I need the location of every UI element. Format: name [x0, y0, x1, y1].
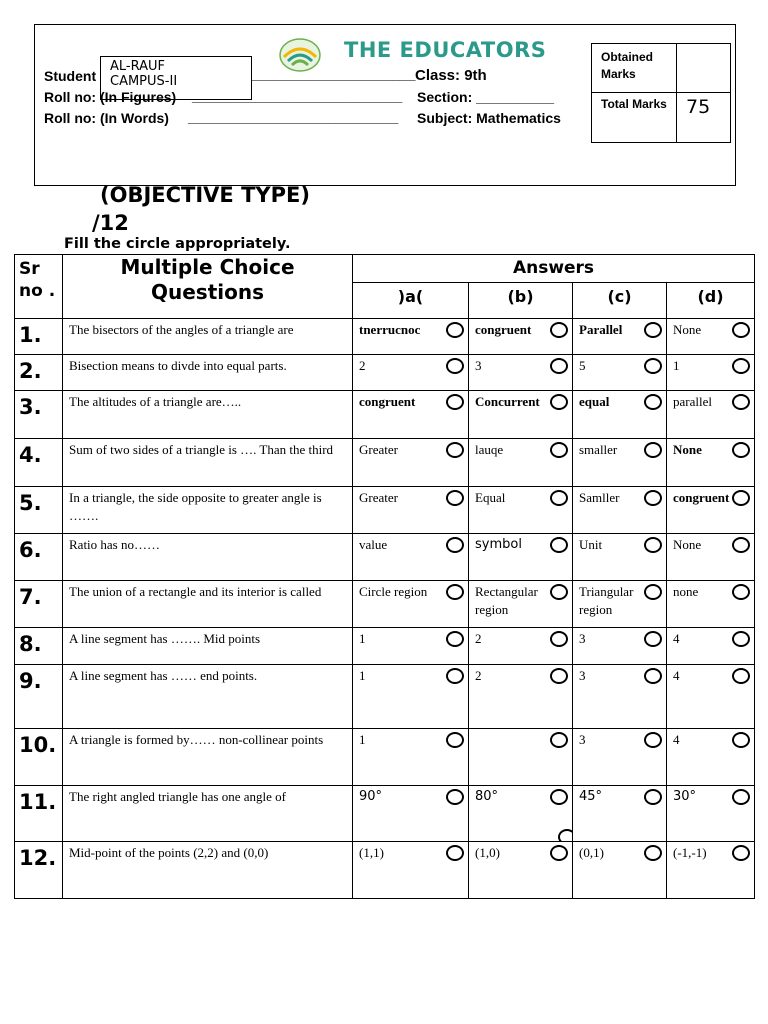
table-row [15, 628, 755, 665]
option-label: equal [579, 394, 610, 409]
answer-option-a [353, 534, 469, 581]
question-text: The altitudes of a triangle are….. [63, 391, 353, 439]
option-label: 3 [579, 668, 586, 683]
answer-option-b [469, 391, 573, 439]
option-label: parallel [673, 394, 712, 409]
answer-bubble-icon[interactable] [644, 845, 662, 861]
answer-option-b [469, 729, 573, 786]
answer-bubble-icon[interactable] [446, 537, 464, 553]
answer-bubble-icon[interactable] [446, 322, 464, 338]
answer-bubble-icon[interactable] [732, 442, 750, 458]
answer-option-b [469, 786, 573, 842]
question-text: A line segment has …… end points. [63, 665, 353, 729]
answer-bubble-icon[interactable] [732, 845, 750, 861]
option-label: Concurrent [475, 394, 540, 409]
answer-option-c [573, 665, 667, 729]
answer-bubble-icon[interactable] [732, 631, 750, 647]
question-number: 12. [15, 842, 63, 899]
answer-option-c [573, 786, 667, 842]
option-c-header: (c) [573, 283, 667, 319]
subject-label: Subject: Mathematics [417, 110, 561, 126]
table-row [15, 786, 755, 842]
answer-option-c [573, 319, 667, 355]
answer-option-c [573, 729, 667, 786]
option-label: 2 [475, 631, 482, 646]
answer-bubble-icon[interactable] [550, 584, 568, 600]
option-label: 3 [579, 732, 586, 747]
class-label: Class: 9th [415, 67, 487, 84]
answer-bubble-icon[interactable] [446, 490, 464, 506]
answer-option-a [353, 319, 469, 355]
answer-option-a [353, 355, 469, 391]
option-label: symbol [475, 537, 522, 552]
question-number: 5. [15, 487, 63, 534]
question-number: 7. [15, 581, 63, 628]
answer-option-b [469, 534, 573, 581]
question-text: Sum of two sides of a triangle is …. Than the third [63, 439, 353, 487]
answer-bubble-icon[interactable] [550, 394, 568, 410]
answer-option-a [353, 439, 469, 487]
question-text: The bisectors of the angles of a triangle are [63, 319, 353, 355]
obtained-marks-label: Obtained Marks [601, 50, 654, 81]
table-row [15, 439, 755, 487]
option-label: congruent [673, 490, 730, 505]
instruction-text: Fill the circle appropriately. [64, 236, 291, 252]
roll-words-blank[interactable]: ___________________________ [188, 109, 399, 125]
answer-bubble-icon[interactable] [446, 668, 464, 684]
answer-option-d [667, 786, 755, 842]
option-d-header: (d) [667, 283, 755, 319]
option-label: Triangular region [579, 584, 634, 617]
answer-bubble-icon[interactable] [550, 789, 568, 805]
answer-bubble-icon[interactable] [732, 490, 750, 506]
option-label: value [359, 537, 388, 552]
answer-option-c [573, 355, 667, 391]
option-label: 80° [475, 789, 499, 804]
option-label: Samller [579, 490, 620, 505]
answer-option-a [353, 665, 469, 729]
answer-option-d [667, 439, 755, 487]
option-label: 3 [579, 631, 586, 646]
answer-option-c [573, 534, 667, 581]
answer-bubble-icon[interactable] [644, 789, 662, 805]
answer-bubble-icon[interactable] [644, 537, 662, 553]
table-row [15, 665, 755, 729]
answer-option-b [469, 355, 573, 391]
question-number: 10. [15, 729, 63, 786]
answer-option-c [573, 391, 667, 439]
answer-option-d [667, 729, 755, 786]
answer-bubble-icon[interactable] [558, 829, 573, 842]
question-number: 11. [15, 786, 63, 842]
option-label: Greater [359, 442, 398, 457]
answer-option-b [469, 665, 573, 729]
answer-option-a [353, 391, 469, 439]
option-label: (0,1) [579, 845, 604, 860]
option-label: 1 [673, 358, 680, 373]
sr-no-header: Sr no . [15, 255, 63, 319]
mcq-table [14, 254, 755, 899]
answer-bubble-icon[interactable] [732, 789, 750, 805]
option-label: 4 [673, 732, 680, 747]
answer-bubble-icon[interactable] [644, 394, 662, 410]
answer-bubble-icon[interactable] [550, 442, 568, 458]
answer-bubble-icon[interactable] [446, 631, 464, 647]
answer-option-d [667, 319, 755, 355]
answer-bubble-icon[interactable] [644, 358, 662, 374]
option-label: 4 [673, 668, 680, 683]
option-label: Rectangular region [475, 584, 538, 617]
answer-bubble-icon[interactable] [446, 358, 464, 374]
table-row [15, 729, 755, 786]
answer-option-b [469, 439, 573, 487]
option-label: Circle region [359, 584, 428, 599]
roll-figures-blank[interactable]: ___________________________ [192, 88, 403, 104]
option-label: 30° [673, 789, 697, 804]
campus-line-1: AL-RAUF [110, 59, 165, 74]
option-label: congruent [475, 322, 532, 337]
table-row [15, 534, 755, 581]
option-label: 90° [359, 789, 383, 804]
question-number: 6. [15, 534, 63, 581]
question-text: Mid-point of the points (2,2) and (0,0) [63, 842, 353, 899]
answer-bubble-icon[interactable] [644, 490, 662, 506]
question-text: Bisection means to divde into equal parts. [63, 355, 353, 391]
option-label: none [673, 584, 699, 599]
roll-words-label: Roll no: (In Words) [44, 110, 169, 126]
answer-option-c [573, 581, 667, 628]
question-number: 3. [15, 391, 63, 439]
answer-option-a [353, 628, 469, 665]
answer-option-c [573, 628, 667, 665]
answer-option-b [469, 628, 573, 665]
question-text: The right angled triangle has one angle of [63, 786, 353, 842]
answer-bubble-icon[interactable] [732, 537, 750, 553]
answer-option-d [667, 581, 755, 628]
answer-bubble-icon[interactable] [644, 732, 662, 748]
answer-bubble-icon[interactable] [446, 732, 464, 748]
answer-option-a [353, 487, 469, 534]
school-name: THE EDUCATORS [344, 38, 547, 62]
answer-bubble-icon[interactable] [732, 358, 750, 374]
answer-bubble-icon[interactable] [550, 732, 568, 748]
table-row [15, 581, 755, 628]
answer-option-b [469, 319, 573, 355]
option-label: Unit [579, 537, 603, 552]
answer-option-a [353, 581, 469, 628]
option-label: 45° [579, 789, 603, 804]
answer-option-b [469, 581, 573, 628]
option-label: 5 [579, 358, 586, 373]
option-label: Greater [359, 490, 398, 505]
answer-bubble-icon[interactable] [550, 845, 568, 861]
option-label: None [673, 322, 702, 337]
answer-option-d [667, 487, 755, 534]
answer-bubble-icon[interactable] [446, 584, 464, 600]
option-label: 3 [475, 358, 482, 373]
answer-option-c [573, 487, 667, 534]
answer-option-a [353, 786, 469, 842]
section-title: (OBJECTIVE TYPE) [100, 183, 310, 207]
option-label: 1 [359, 631, 366, 646]
answer-option-d [667, 628, 755, 665]
answer-bubble-icon[interactable] [550, 537, 568, 553]
option-label: congruent [359, 394, 416, 409]
question-number: 2. [15, 355, 63, 391]
answer-bubble-icon[interactable] [732, 732, 750, 748]
option-label: (-1,-1) [673, 845, 707, 860]
answer-option-d [667, 391, 755, 439]
answer-option-a [353, 842, 469, 899]
option-b-header: (b) [469, 283, 573, 319]
marks-box [591, 43, 731, 143]
total-marks-label: Total Marks [601, 97, 667, 111]
answer-option-d [667, 534, 755, 581]
question-number: 4. [15, 439, 63, 487]
option-label: None [673, 537, 702, 552]
question-text: A line segment has ……. Mid points [63, 628, 353, 665]
answer-option-c [573, 439, 667, 487]
answer-bubble-icon[interactable] [644, 631, 662, 647]
option-a-header: )a( [353, 283, 469, 319]
answer-bubble-icon[interactable] [550, 668, 568, 684]
option-label: (1,1) [359, 845, 384, 860]
answer-option-a [353, 729, 469, 786]
question-text: In a triangle, the side opposite to greater angle is ……. [63, 487, 353, 534]
section-score: /12 [92, 211, 129, 235]
answer-bubble-icon[interactable] [446, 394, 464, 410]
option-label: None [673, 442, 702, 457]
option-label: 1 [359, 668, 366, 683]
question-number: 8. [15, 628, 63, 665]
answer-bubble-icon[interactable] [644, 322, 662, 338]
answer-option-d [667, 842, 755, 899]
question-number: 9. [15, 665, 63, 729]
answer-bubble-icon[interactable] [644, 584, 662, 600]
answer-bubble-icon[interactable] [446, 845, 464, 861]
answer-option-b [469, 842, 573, 899]
answer-option-d [667, 665, 755, 729]
answer-bubble-icon[interactable] [644, 668, 662, 684]
answer-bubble-icon[interactable] [732, 668, 750, 684]
table-row [15, 391, 755, 439]
student-label: Student [44, 68, 97, 84]
option-label: 2 [475, 668, 482, 683]
answer-bubble-icon[interactable] [446, 789, 464, 805]
total-marks-value: 75 [686, 96, 711, 118]
table-row [15, 842, 755, 899]
student-name-blank[interactable]: _____________________ [252, 66, 416, 82]
campus-line-2: CAMPUS-II [110, 74, 178, 89]
option-label: 4 [673, 631, 680, 646]
question-text: A triangle is formed by…… non-collinear points [63, 729, 353, 786]
option-label: 1 [359, 732, 366, 747]
option-label: smaller [579, 442, 618, 457]
question-text: Ratio has no…… [63, 534, 353, 581]
answer-bubble-icon[interactable] [644, 442, 662, 458]
answer-bubble-icon[interactable] [550, 358, 568, 374]
option-label: tnerrucnoc [359, 322, 421, 337]
table-row [15, 487, 755, 534]
option-label: Parallel [579, 322, 623, 337]
option-label: 2 [359, 358, 366, 373]
answer-bubble-icon[interactable] [732, 322, 750, 338]
section-label[interactable]: Section: __________ [417, 89, 554, 105]
option-label: Equal [475, 490, 506, 505]
answer-option-c [573, 842, 667, 899]
answer-bubble-icon[interactable] [550, 322, 568, 338]
answer-bubble-icon[interactable] [550, 490, 568, 506]
roll-figures-label: Roll no: (In Figures) [44, 89, 177, 105]
option-label: (1,0) [475, 845, 500, 860]
answer-bubble-icon[interactable] [550, 631, 568, 647]
answer-bubble-icon[interactable] [446, 442, 464, 458]
questions-header: Multiple Choice Questions [63, 255, 353, 319]
question-text: The union of a rectangle and its interior is called [63, 581, 353, 628]
answers-header: Answers [353, 255, 755, 283]
answer-option-b [469, 487, 573, 534]
table-row [15, 319, 755, 355]
option-label: lauqe [475, 442, 504, 457]
answer-option-d [667, 355, 755, 391]
table-row [15, 355, 755, 391]
answer-bubble-icon[interactable] [732, 394, 750, 410]
answer-bubble-icon[interactable] [732, 584, 750, 600]
question-number: 1. [15, 319, 63, 355]
